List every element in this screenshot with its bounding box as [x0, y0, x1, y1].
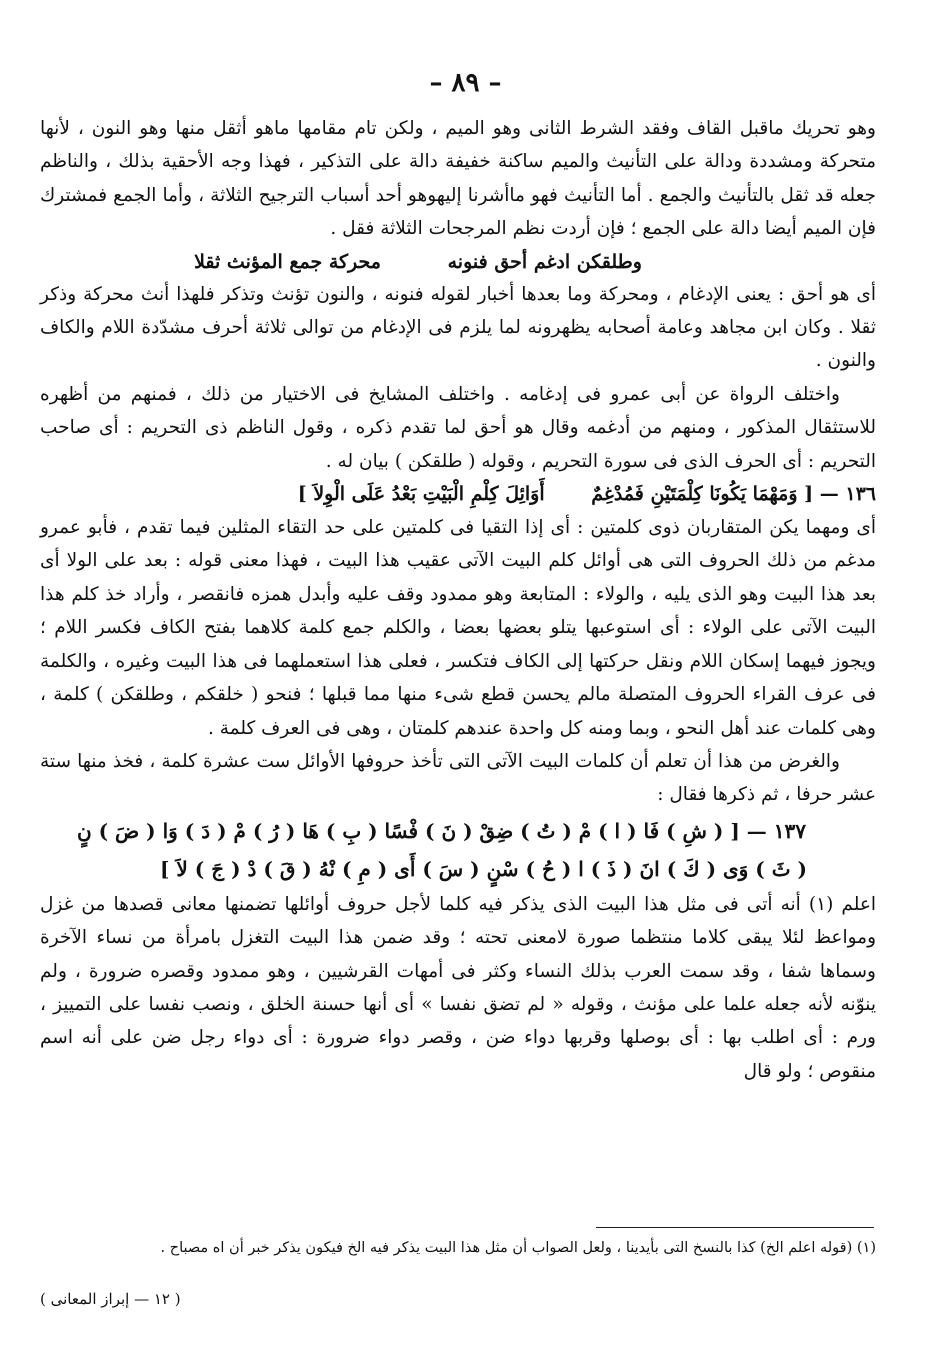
page-number: – ٨٩ –: [429, 68, 502, 98]
paragraph: أى هو أحق : يعنى الإدغام ، ومحركة وما بعدها أخبار لقوله فنونه ، والنون تؤنث وتذكر فلهذا أنث محركة وذكر ثقلا . وكان ابن مجاهد وعامة أصحابه يظهرونه لما يلزم فى الإدغام من توالى ثلاثة أحرف مشدّدة اللام والكاف والنون .: [40, 283, 876, 372]
signature-mark: ( ١٢ — إبراز المعانى ): [40, 1290, 181, 1308]
poem-verse: [40, 246, 876, 278]
paragraph: اعلم (١) أنه أتى فى مثل هذا البيت الذى يذكر فيه كلما لأجل حروف أوائلها تضمنها معانى قصدها من غزل ومواعظ لئلا يبقى كلاما منتظما صورة لامعنى تحته ؛ وقد ضمن هذا البيت التغزل بامرأة من نساء الآخرة وسماها شفا ، وقد سمت العرب بذلك النساء وكثر فى أمهات القرشيين ، وهو ممدود وقصره ضرورة ، ولم ينوّنه لأنه جعله علما على مؤنث ، وقوله « لم تضق نفسا » أى أنها حسنة الخلق ، ونصب نفسا على التمييز ، ورم : أى اطلب بها : أى بوصلها وقربها دواء ضن ، وقصر دواء ضرورة : أى دواء رجل ضن على أنه اسم منقوص ؛ ولو قال: [40, 893, 877, 1082]
paragraph: واختلف الرواة عن أبى عمرو فى إدغامه . واختلف المشايخ فى الاختيار من ذلك ، فمنهم من أظهره للاستثقال المذكور ، ومنهم من أدغمه وقال هو أحق لما تقدم ذكره ، وقول الناظم ذى التحريم : أى صاحب التحريم : أى الحرف الذى فى سورة التحريم ، وقوله ( طلقكن ) بيان له .: [40, 383, 876, 472]
verse-number: ١٣٦ —: [819, 483, 876, 506]
verse-number: ١٣٧ —: [746, 818, 806, 843]
main-text: [40, 112, 876, 1088]
verse-line: [ ( شِ ) فَا ( ا ) مْ ( تُ ) ضِقْ ( نَ ) فْسًا ( بِ ) هَا ( رُ ) مْ ( دَ ) وَا ( ضَ ) نٍ: [76, 818, 740, 843]
paragraph: وهو تحريك ماقبل القاف وفقد الشرط الثانى وهو الميم ، ولكن تام مقامها ماهو أثقل منها وهو النون ، لأنها متحركة ومشددة ودالة على التأنيث والميم ساكنة خفيفة دالة على التذكير ، فهذا وجه الأحقية بذلك ، والناظم جعله قد ثقل بالتأنيث والجمع . أما التأنيث فهو ماأشرنا إليهوهو أحد أسباب الترجيح الثلاثة ، وأما الجمع فمشترك فإن الميم أيضا دالة على الجمع ؛ فإن أردت نظم المرجحات الثلاثة فقل .: [40, 118, 876, 240]
poem-verse-136: [40, 478, 876, 511]
verse-hemistich: وطلقكن ادغم أحق فنونه: [447, 250, 642, 273]
paragraph: والغرض من هذا أن تعلم أن كلمات البيت الآتى التى تأخذ حروفها الأوائل ست عشرة كلمة ، فخذ منها ستة عشر حرفا ، ثم ذكرها فقال :: [40, 750, 876, 806]
paragraph: أى ومهما يكن المتقاربان ذوى كلمتين : أى إذا التقيا فى كلمتين على حد التقاء المثلين فيما تقدم ، فأبو عمرو مدغم من ذلك الحروف التى هى أوائل كلم البيت الآتى عقيب هذا البيت ، فهذا معنى قوله : بعد على الولا أى بعد هذا البيت وهو الذى يليه ، والولاء : المتابعة وهو ممدود وقف عليه وأبدل همزه فانقصر ، وأراد خذ كلم هذا البيت الآتى على الولاء : أى استوعبها يتلو بعضها بعضا ، والكلم جمع كلمة كلاهما بفتح الكاف فكسر اللام ؛ ويجوز فيهما إسكان اللام ونقل حركتها إلى الكاف فتكسر ، فعلى هذا استعملهما فى هذا البيت وغيره ، والكلمة فى عرف القراء الحروف المتصلة مالم يحسن قطع شىء منها مما قبلها ؛ فنحو ( خلقكم ، وطلقكن ) كلمة ، وهى كلمات عند أهل النحو ، وبما ومنه كل واحدة عندهم كلمتان ، وهى فى العرف كلمة .: [40, 517, 876, 739]
verse-hemistich: أَوَائِلَ كِلْمِ الْبَيْتِ بَعْدُ عَلَى الْوِلاَ ]: [297, 483, 545, 506]
verse-hemistich: محركة جمع المؤنث ثقلا: [194, 250, 381, 273]
poem-verse-137: [40, 812, 876, 850]
footnote: (١) (قوله اعلم الخ) كذا بالنسخ التى بأيدينا ، ولعل الصواب أن مثل هذا البيت يذكر فيه الخ فيكون يذكر خبر أن اه مصباح .: [160, 1240, 876, 1256]
verse-hemistich: [ وَمَهْمَا يَكُونَا كِلْمَتَيْنِ فَمُدْغِمٌ: [591, 483, 814, 506]
verse-line: ( ثَ ) وَى ( كَ ) انَ ( ذَ ) ا ( حُ ) سْنٍ ( سَ ) أَى ( مِ ) نْهُ ( قَ ) دْ ( جَ ) لاَ ]: [160, 856, 807, 881]
footnote-divider: [596, 1227, 874, 1228]
